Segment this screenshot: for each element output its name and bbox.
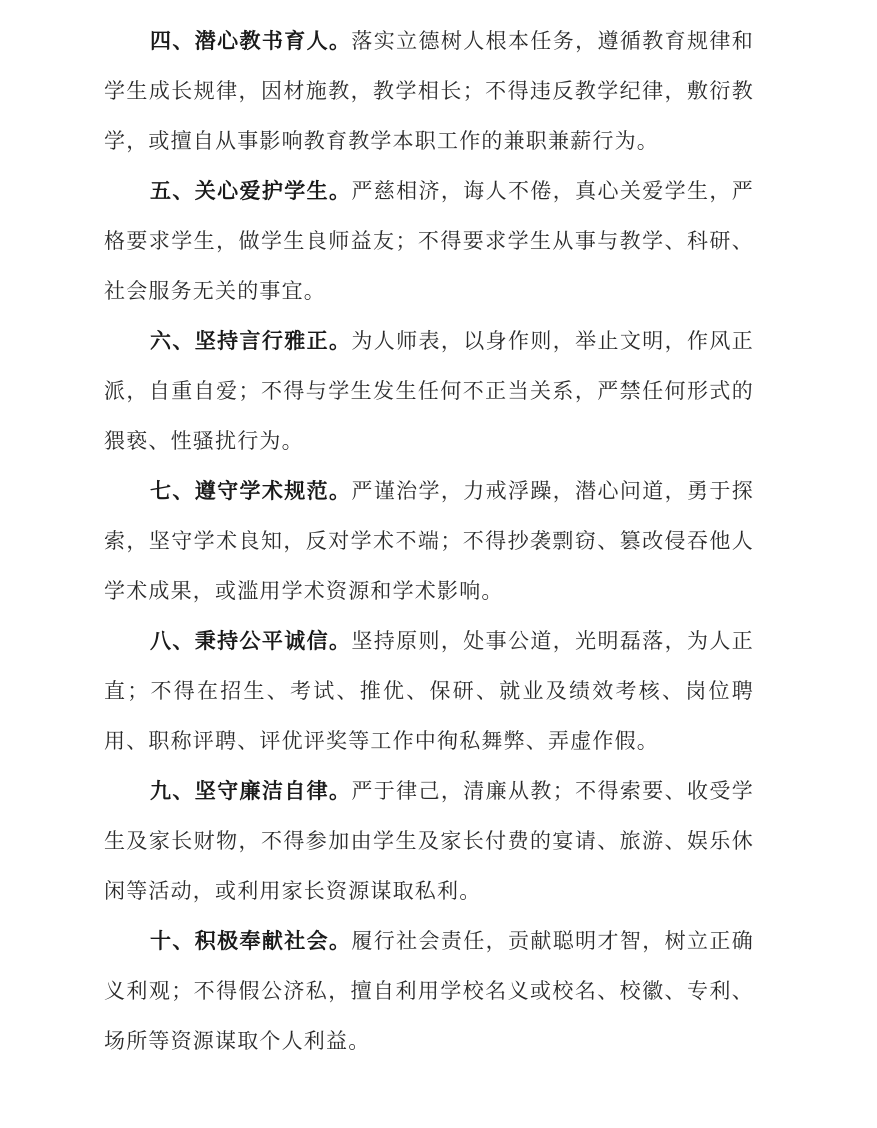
section-heading: 九、坚守廉洁自律。 xyxy=(150,778,352,803)
section-body: 严慈相济，诲人不倦，真心关爱学生，严格要求学生，做学生良师益友；不得要求学生从事与教学、科研、社会服务无关的事宜。 xyxy=(104,179,754,303)
section-body: 履行社会责任，贡献聪明才智，树立正确义利观；不得假公济私，擅自利用学校名义或校名、校徽、专利、场所等资源谋取个人利益。 xyxy=(104,929,754,1053)
section-body: 为人师表，以身作则，举止文明，作风正派，自重自爱；不得与学生发生任何不正当关系，严禁任何形式的猥亵、性骚扰行为。 xyxy=(104,329,754,453)
section-heading: 六、坚持言行雅正。 xyxy=(150,328,352,353)
section-body: 落实立德树人根本任务，遵循教育规律和学生成长规律，因材施教，教学相长；不得违反教学纪律，敷衍教学，或擅自从事影响教育教学本职工作的兼职兼薪行为。 xyxy=(104,29,754,153)
section-body: 严于律己，清廉从教；不得索要、收受学生及家长财物，不得参加由学生及家长付费的宴请、旅游、娱乐休闲等活动，或利用家长资源谋取私利。 xyxy=(104,779,754,903)
section-8 xyxy=(104,616,754,766)
section-heading: 十、积极奉献社会。 xyxy=(150,928,352,953)
section-body: 坚持原则，处事公道，光明磊落，为人正直；不得在招生、考试、推优、保研、就业及绩效考核、岗位聘用、职称评聘、评优评奖等工作中徇私舞弊、弄虚作假。 xyxy=(104,629,754,753)
section-heading: 七、遵守学术规范。 xyxy=(150,478,352,503)
section-heading: 五、关心爱护学生。 xyxy=(150,178,352,203)
section-heading: 八、秉持公平诚信。 xyxy=(150,628,352,653)
section-7 xyxy=(104,466,754,616)
section-4 xyxy=(104,16,754,166)
section-body: 严谨治学，力戒浮躁，潜心问道，勇于探索，坚守学术良知，反对学术不端；不得抄袭剽窃、篡改侵吞他人学术成果，或滥用学术资源和学术影响。 xyxy=(104,479,754,603)
document-page xyxy=(104,16,754,1066)
section-heading: 四、潜心教书育人。 xyxy=(150,28,352,53)
section-9 xyxy=(104,766,754,916)
section-5 xyxy=(104,166,754,316)
section-10 xyxy=(104,916,754,1066)
section-6 xyxy=(104,316,754,466)
